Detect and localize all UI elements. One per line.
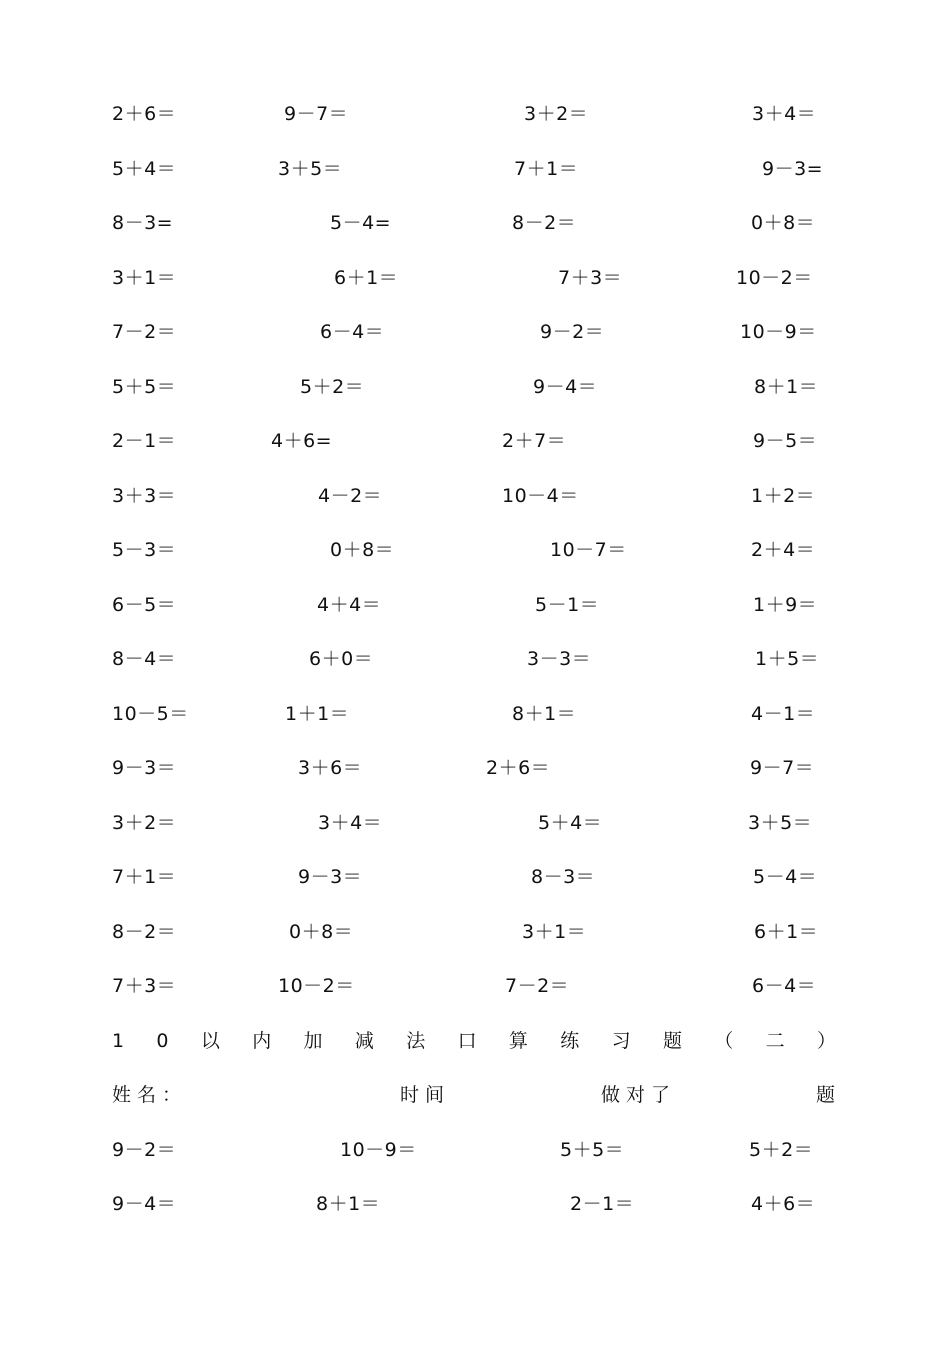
problem-cell: 7＋3＝ <box>112 975 177 997</box>
problem-cell: 9－4＝ <box>533 375 598 398</box>
problem-cell: 3＋2＝ <box>524 103 589 125</box>
section-title-char: 减 <box>354 1029 374 1052</box>
problem-row <box>0 154 950 184</box>
problem-cell: 3＋4＝ <box>752 103 817 125</box>
problem-cell: 3＋1＝ <box>112 266 177 289</box>
problem-cell: 7－2＝ <box>112 321 177 343</box>
problem-cell: 10－2＝ <box>278 975 355 997</box>
problem-cell: 9－4＝ <box>112 1193 177 1215</box>
problem-cell: 4－1＝ <box>751 702 816 725</box>
problem-cell: 7－2＝ <box>505 975 570 997</box>
problem-cell: 9－3= <box>762 157 824 180</box>
problem-cell: 7＋3＝ <box>558 266 623 289</box>
problem-cell: 3＋6＝ <box>298 757 363 779</box>
problem-row <box>0 535 950 565</box>
problem-cell: 3－3＝ <box>527 648 592 670</box>
problem-cell: 5＋4＝ <box>112 157 177 180</box>
problem-cell: 9－2＝ <box>112 1138 177 1161</box>
problem-cell: 3＋2＝ <box>112 811 177 834</box>
problem-cell: 8－4＝ <box>112 648 177 670</box>
unit-label: 题 <box>816 1084 842 1106</box>
problem-cell: 3＋4＝ <box>318 811 383 834</box>
info-line <box>0 1080 950 1110</box>
problem-cell: 2＋6＝ <box>112 103 177 125</box>
problem-cell: 8－2＝ <box>512 212 577 234</box>
problem-row <box>0 699 950 729</box>
problem-cell: 1＋5＝ <box>755 648 820 670</box>
problem-cell: 1＋1＝ <box>285 702 350 725</box>
problem-row <box>0 426 950 456</box>
problem-cell: 0＋8＝ <box>289 920 354 943</box>
section-title-char: 加 <box>303 1029 323 1052</box>
problem-row <box>0 208 950 238</box>
problem-row <box>0 481 950 511</box>
problem-cell: 6＋0＝ <box>309 648 374 670</box>
problem-row <box>0 644 950 674</box>
problem-row <box>0 317 950 347</box>
problem-cell: 1＋2＝ <box>751 484 816 507</box>
problem-cell: 0＋8＝ <box>751 212 816 234</box>
problem-cell: 7＋1＝ <box>514 157 579 180</box>
problem-cell: 3＋5＝ <box>748 811 813 834</box>
problem-row <box>0 808 950 838</box>
problem-row <box>0 917 950 947</box>
section-title-char: ） <box>816 1029 836 1052</box>
section-title <box>112 1026 836 1056</box>
problem-cell: 4＋6＝ <box>751 1193 816 1215</box>
problem-cell: 4＋4＝ <box>317 593 382 616</box>
problem-cell: 2＋4＝ <box>751 539 816 561</box>
section-title-char: 二 <box>765 1029 785 1052</box>
problem-cell: 6－5＝ <box>112 593 177 616</box>
problem-cell: 5－4＝ <box>753 866 818 888</box>
problem-row <box>0 971 950 1001</box>
name-label: 姓名： <box>112 1084 188 1106</box>
problem-cell: 8＋1＝ <box>512 702 577 725</box>
problem-cell: 3＋3＝ <box>112 484 177 507</box>
section-title-char: 题 <box>662 1029 682 1052</box>
problem-cell: 5－4= <box>330 212 392 234</box>
problem-cell: 5＋2＝ <box>749 1138 814 1161</box>
problem-cell: 6＋1＝ <box>754 920 819 943</box>
problem-row <box>0 862 950 892</box>
section-title-char: 以 <box>200 1029 220 1052</box>
problem-cell: 6－4＝ <box>320 321 385 343</box>
section-title-char: 法 <box>406 1029 426 1052</box>
problem-cell: 5＋2＝ <box>300 375 365 398</box>
problem-cell: 9－7＝ <box>750 757 815 779</box>
problem-cell: 5＋4＝ <box>538 811 603 834</box>
problem-cell: 7＋1＝ <box>112 866 177 888</box>
problem-cell: 8＋1＝ <box>754 375 819 398</box>
problem-cell: 4－2＝ <box>318 484 383 507</box>
problem-row <box>0 1189 950 1219</box>
correct-label: 做对了 <box>601 1084 677 1106</box>
problem-cell: 9－7＝ <box>284 103 349 125</box>
problem-cell: 2＋6＝ <box>486 757 551 779</box>
problem-cell: 5＋5＝ <box>112 375 177 398</box>
problem-cell: 3＋1＝ <box>522 920 587 943</box>
problem-cell: 9－5＝ <box>753 430 818 452</box>
section-title-char: 习 <box>611 1029 631 1052</box>
problem-cell: 2＋7＝ <box>502 430 567 452</box>
problem-cell: 9－2＝ <box>540 321 605 343</box>
problem-cell: 10－4＝ <box>502 484 579 507</box>
section-title-char: 练 <box>560 1029 580 1052</box>
problem-cell: 2－1＝ <box>112 430 177 452</box>
section-title-char: 1 <box>112 1029 125 1052</box>
problem-cell: 10－7＝ <box>550 539 627 561</box>
problem-cell: 8－3= <box>112 212 174 234</box>
problem-cell: 4＋6= <box>271 430 333 452</box>
problem-cell: 10－5＝ <box>112 702 189 725</box>
problem-cell: 6－4＝ <box>752 975 817 997</box>
section-title-char: 内 <box>252 1029 272 1052</box>
problem-cell: 9－3＝ <box>298 866 363 888</box>
problem-cell: 5－3＝ <box>112 539 177 561</box>
problem-cell: 10－9＝ <box>340 1138 417 1161</box>
problem-row <box>0 1135 950 1165</box>
problem-cell: 3＋5＝ <box>278 157 343 180</box>
problem-cell: 8＋1＝ <box>316 1193 381 1215</box>
problem-cell: 2－1＝ <box>570 1193 635 1215</box>
time-label: 时间 <box>400 1084 451 1106</box>
problem-row <box>0 753 950 783</box>
problem-cell: 1＋9＝ <box>753 593 818 616</box>
problem-cell: 10－9＝ <box>740 321 817 343</box>
section-title-char: （ <box>714 1029 734 1052</box>
section-title-char: 算 <box>508 1029 528 1052</box>
problem-row <box>0 263 950 293</box>
problem-cell: 0＋8＝ <box>330 539 395 561</box>
problem-cell: 8－2＝ <box>112 920 177 943</box>
problem-row <box>0 372 950 402</box>
problem-cell: 5＋5＝ <box>560 1138 625 1161</box>
problem-row <box>0 590 950 620</box>
problem-cell: 6＋1＝ <box>334 266 399 289</box>
problem-row <box>0 99 950 129</box>
section-title-char: 0 <box>156 1029 169 1052</box>
problem-cell: 9－3＝ <box>112 757 177 779</box>
problem-cell: 10－2＝ <box>736 266 813 289</box>
section-title-char: 口 <box>457 1029 477 1052</box>
problem-cell: 5－1＝ <box>535 593 600 616</box>
problem-cell: 8－3＝ <box>531 866 596 888</box>
